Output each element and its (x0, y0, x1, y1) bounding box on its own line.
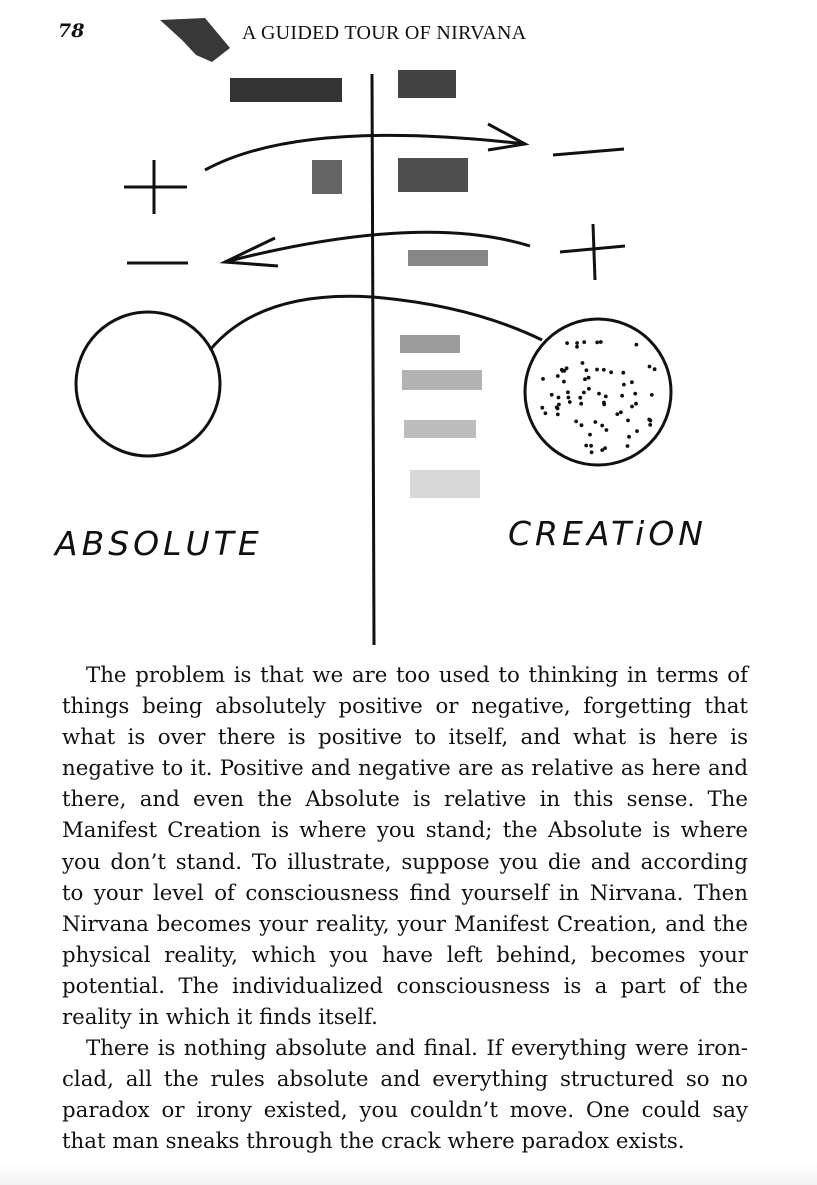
stipple-dot (620, 394, 624, 398)
stipple-dot (619, 410, 623, 414)
stipple-dot (567, 396, 571, 400)
stipple-dot (595, 368, 599, 372)
stipple-dot (635, 429, 639, 433)
stipple-dot (604, 395, 608, 399)
stipple-dot (593, 420, 597, 424)
stipple-dot (630, 405, 634, 409)
stipple-dot (579, 402, 583, 406)
stipple-dot (557, 396, 561, 400)
stipple-dot (615, 412, 619, 416)
stipple-dot (622, 383, 626, 387)
stipple-dot (560, 368, 564, 372)
minus-sign-right (553, 149, 624, 155)
stipple-dot (635, 343, 639, 347)
paragraph-1: The problem is that we are too used to thinking in terms of things being absolutely positive or negative, forgetting that what is over there is positive to itself, and what is here is negative to it. Positive and negative are as relative as here and there, and even the Absolute is relative in this sense. The Manifest Creation is where you stand; the Absolute is where you don’t stand. To illustrate, suppose you die and according to your level of consciousness find yourself in Nirvana. Then Nirvana becomes your reality, your Manifest Creation, and the physical reality, which you have left behind, becomes your potential. The individualized consciousness is a part of the reality in which it finds itself. (62, 663, 748, 1031)
stipple-dot (544, 411, 548, 415)
stipple-dot (587, 387, 591, 391)
stipple-dot (587, 376, 591, 380)
stipple-dot (582, 340, 586, 344)
stipple-dot (648, 365, 652, 369)
stipple-dot (597, 392, 601, 396)
paragraph-2: There is nothing absolute and final. If everything were iron-clad, all the rules absolute and everything structured so no paradox or irony existed, you couldn’t move. One could say that man sneaks through the crack where paradox exists. (62, 1036, 748, 1155)
stipple-dot (580, 423, 584, 427)
stipple-dot (600, 424, 604, 428)
stipple-dot (605, 428, 609, 432)
stipple-dot (590, 450, 594, 454)
stipple-dot (602, 368, 606, 372)
stipple-dot (650, 393, 654, 397)
stipple-dot (575, 341, 579, 345)
stipple-dot (627, 435, 631, 439)
connecting-arc (210, 296, 542, 350)
stipple-dot (602, 401, 606, 405)
divider-line (372, 74, 374, 645)
stipple-dot (565, 341, 569, 345)
scan-smudges (160, 18, 488, 498)
stipple-dot (581, 361, 585, 365)
stipple-dot (578, 396, 582, 400)
stipple-dot (568, 400, 572, 404)
stipple-dot (609, 370, 613, 374)
stipple-dot (556, 407, 560, 411)
stipple-dot (583, 377, 587, 381)
stipple-dot (550, 393, 554, 397)
stipple-dot (557, 403, 561, 407)
stipple-dot (634, 402, 638, 406)
stipple-dot (630, 380, 634, 384)
stipple-dot (589, 444, 593, 448)
stipple-dot (556, 413, 560, 417)
stipple-dot (595, 341, 599, 345)
stipple-dot (556, 374, 560, 378)
stipple-dot (575, 345, 579, 349)
stipple-dot (584, 444, 588, 448)
stipple-dot (574, 420, 578, 424)
stipple-dot (540, 406, 544, 410)
page-number: 78 (58, 20, 85, 42)
stipple-dot (653, 367, 657, 371)
plus-sign-right (560, 224, 625, 280)
stipple-dot (648, 423, 652, 427)
stipple-dot (585, 368, 589, 372)
top-arrowhead (488, 124, 525, 150)
stipple-dot (626, 419, 630, 423)
stipple-dot (626, 444, 630, 448)
top-arc-arrow (205, 135, 525, 170)
running-head: A GUIDED TOUR OF NIRVANA (242, 22, 527, 44)
stipple-dot (582, 391, 586, 395)
stipple-dot (649, 419, 653, 423)
creation-label: CREATiON (508, 514, 707, 553)
stipple-dot (599, 340, 603, 344)
scan-edge (0, 1163, 817, 1185)
stipple-dot (566, 390, 570, 394)
absolute-circle (76, 312, 220, 456)
stipple-dot (621, 371, 625, 375)
creation-dots (540, 340, 656, 454)
body-text (62, 660, 748, 1158)
stipple-dot (603, 446, 607, 450)
absolute-label: ABSOLUTE (55, 524, 263, 563)
stipple-dot (633, 392, 637, 396)
plus-sign-left (124, 160, 187, 214)
stipple-dot (541, 377, 545, 381)
stipple-dot (588, 433, 592, 437)
stipple-dot (562, 380, 566, 384)
stipple-dot (565, 366, 569, 370)
